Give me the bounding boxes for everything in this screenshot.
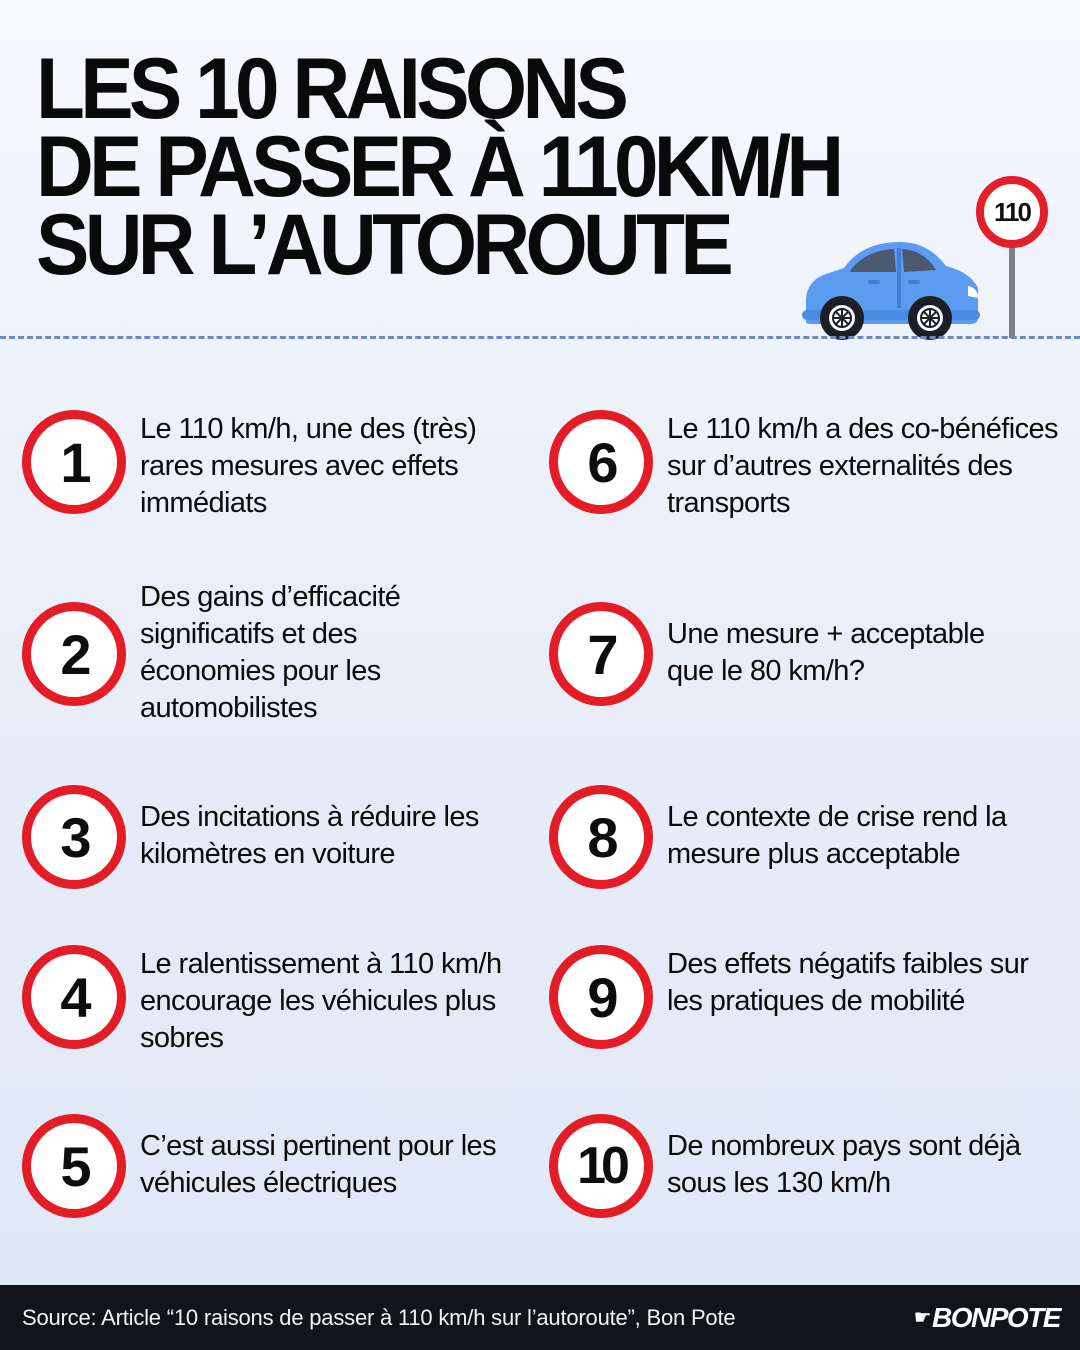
list-item [549,602,1059,706]
brand-logo-text: BONPOTE [932,1301,1060,1333]
list-item [549,945,1059,1049]
list-item [549,1114,1059,1218]
car-icon [800,236,982,340]
title-line-2: DE PASSER À 110KM/H [36,119,840,215]
list-item [22,945,532,1057]
dashed-divider [0,336,1080,339]
number-badge: 5 [22,1114,126,1218]
list-item [549,785,1059,889]
footer [0,1285,1080,1350]
list-item [22,785,532,889]
speed-limit-sign-icon [976,176,1050,338]
hand-pointer-icon: ☛ [913,1307,931,1329]
list-item-text: Une mesure + acceptable que le 80 km/h? [667,618,985,687]
number-badge: 4 [22,945,126,1049]
number-badge: 6 [549,410,653,514]
number-badge: 7 [549,602,653,706]
number-badge: 9 [549,945,653,1049]
number-badge: 8 [549,785,653,889]
list-item-text: Le 110 km/h, une des (très) rares mesures avec effets immédiats [140,413,477,519]
list-item-text: Des effets négatifs faibles sur les pratiques de mobilité [667,948,1029,1017]
speed-limit-value: 110 [994,196,1030,227]
list-item-text: Le 110 km/h a des co-bénéfices sur d’autres externalités des transports [667,413,1058,519]
title-line-1: LES 10 RAISONS [36,41,625,137]
list-item [549,410,1059,522]
sign-pole [1009,246,1015,338]
list-item-text: Le ralentissement à 110 km/h encourage les véhicules plus sobres [140,948,502,1054]
page-title [36,41,840,293]
list-item [22,410,532,522]
list-item-text: Le contexte de crise rend la mesure plus acceptable [667,801,1007,870]
source-citation: Source: Article “10 raisons de passer à 110 km/h sur l’autoroute”, Bon Pote [22,1304,736,1330]
list-item-text: Des gains d’efficacité significatifs et des économies pour les automobilistes [140,581,401,724]
number-badge: 2 [22,602,126,706]
title-line-3: SUR L’AUTOROUTE [36,197,730,293]
number-badge: 3 [22,785,126,889]
list-item-text: Des incitations à réduire les kilomètres en voiture [140,801,479,870]
number-badge: 10 [549,1114,653,1218]
list-item-text: De nombreux pays sont déjà sous les 130 km/h [667,1130,1021,1199]
brand-logo [914,1302,1060,1334]
speed-limit-sign [976,176,1048,248]
list-item [22,579,532,727]
number-badge: 1 [22,410,126,514]
list-item [22,1114,532,1218]
list-item-text: C’est aussi pertinent pour les véhicules électriques [140,1130,496,1199]
